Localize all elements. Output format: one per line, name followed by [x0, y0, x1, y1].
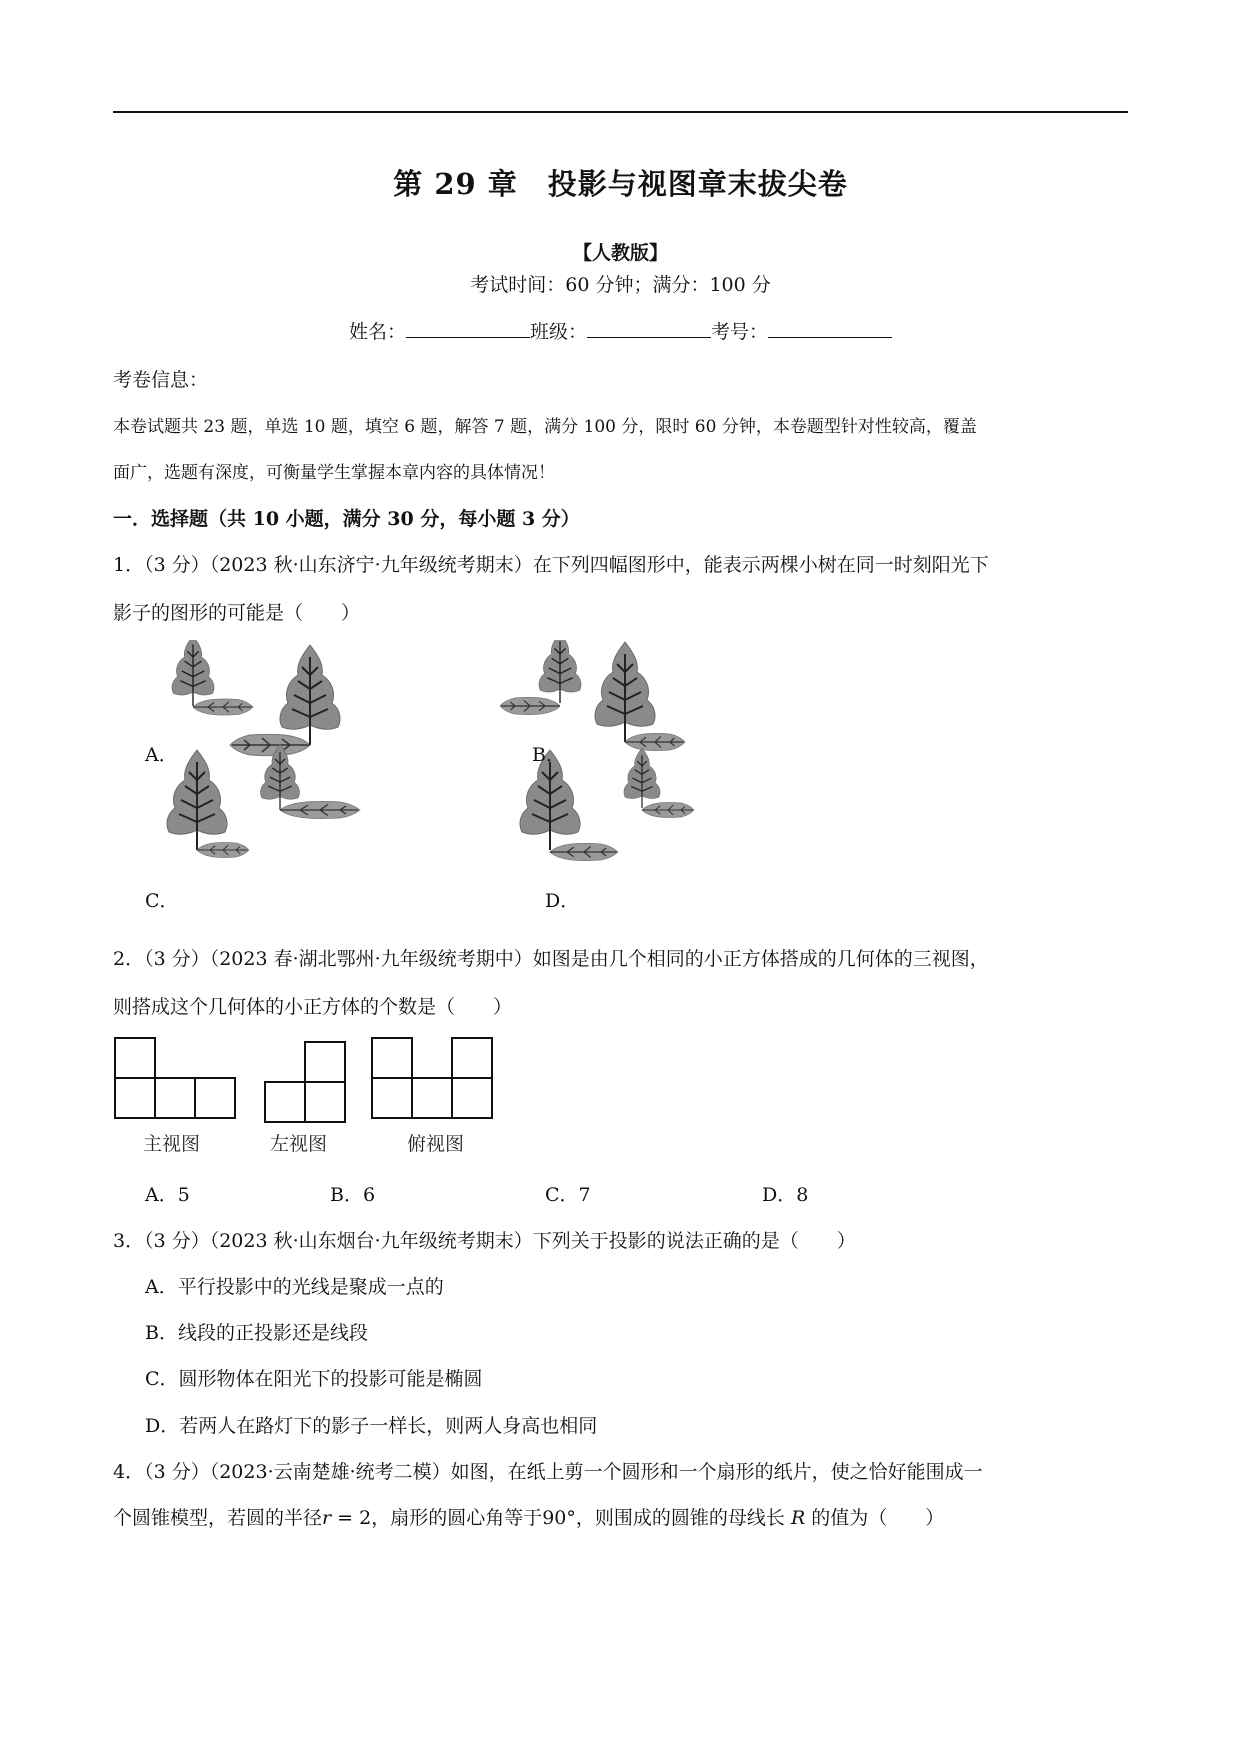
info-heading: 考卷信息：	[113, 369, 209, 391]
name-label: 姓名：	[348, 321, 406, 343]
q1-figure-trees	[160, 640, 720, 900]
q4-radius-variable: r	[322, 1507, 332, 1529]
q1-option-b[interactable]: B．	[532, 744, 565, 766]
q1-option-c-trees	[167, 745, 360, 858]
q2-top-view	[372, 1038, 492, 1118]
id-label: 考号：	[711, 321, 769, 343]
q1-option-d[interactable]: D．	[545, 890, 580, 912]
page-title: 第 29 章 投影与视图章末拔尖卷	[393, 167, 848, 201]
q4-slant-variable: R	[790, 1507, 806, 1529]
q2-three-views-figure	[110, 1035, 510, 1160]
q2-left-view	[265, 1042, 345, 1122]
header-rule	[113, 111, 1128, 113]
q1-option-b-trees	[500, 640, 685, 751]
section-1-heading: 一．选择题（共 10 小题，满分 30 分，每小题 3 分）	[113, 508, 580, 530]
info-line-2: 面广，选题有深度，可衡量学生掌握本章内容的具体情况！	[113, 463, 555, 483]
student-info-line	[0, 317, 1241, 344]
q2-top-view-label: 俯视图	[407, 1133, 465, 1155]
edition-label: 【人教版】	[572, 242, 668, 264]
q1-option-a[interactable]: A．	[145, 744, 178, 766]
class-label: 班级：	[529, 321, 587, 343]
q1-stem-line-1: 1．（3 分）（2023 秋·山东济宁·九年级统考期末）在下列四幅图形中，能表示两棵小树在同一时刻阳光下	[113, 554, 989, 576]
q3-option-b[interactable]: B．线段的正投影还是线段	[145, 1322, 368, 1344]
q2-option-b[interactable]: B．6	[330, 1184, 376, 1206]
q2-option-c[interactable]: C．7	[545, 1184, 591, 1206]
q4-text-c: ，则围成的圆锥的母线长	[575, 1507, 791, 1529]
q4-stem-line-2	[113, 1503, 944, 1530]
q3-option-d[interactable]: D．若两人在路灯下的影子一样长，则两人身高也相同	[145, 1415, 598, 1437]
q3-option-c[interactable]: C．圆形物体在阳光下的投影可能是椭圆	[145, 1368, 483, 1390]
q4-text-b: ，扇形的圆心角等于	[371, 1507, 543, 1529]
q2-option-d[interactable]: D．8	[762, 1184, 809, 1206]
q2-stem-line-1: 2．（3 分）（2023 春·湖北鄂州·九年级统考期中）如图是由几个相同的小正方体搭成的几何体的三视图，	[113, 948, 989, 970]
q4-radius-value: = 2	[331, 1507, 372, 1529]
id-blank[interactable]	[768, 319, 892, 338]
q3-stem: 3．（3 分）（2023 秋·山东烟台·九年级统考期末）下列关于投影的说法正确的是（ ）	[113, 1230, 856, 1252]
class-blank[interactable]	[587, 319, 711, 338]
q2-front-view-label: 主视图	[143, 1133, 201, 1155]
exam-time: 考试时间：60 分钟；满分：100 分	[470, 274, 771, 296]
info-line-1: 本卷试题共 23 题，单选 10 题，填空 6 题，解答 7 题，满分 100 分，限时 60 分钟，本卷题型针对性较高，覆盖	[113, 417, 977, 437]
q2-stem-line-2: 则搭成这个几何体的小正方体的个数是（ ）	[113, 996, 513, 1018]
q4-text-d: 的值为（ ）	[805, 1507, 945, 1529]
q4-stem-line-1: 4．（3 分）（2023·云南楚雄·统考二模）如图，在纸上剪一个圆形和一个扇形的纸片，使之恰好能围成一	[113, 1461, 983, 1483]
q4-text-a: 个圆锥模型，若圆的半径	[113, 1507, 323, 1529]
q2-option-a[interactable]: A．5	[145, 1184, 190, 1206]
q4-angle-value: 90°	[542, 1507, 576, 1529]
q3-option-a[interactable]: A．平行投影中的光线是聚成一点的	[145, 1276, 444, 1298]
q1-stem-line-2: 影子的图形的可能是（ ）	[113, 602, 361, 624]
name-blank[interactable]	[406, 319, 530, 338]
q2-left-view-label: 左视图	[270, 1133, 328, 1155]
q2-front-view	[115, 1038, 235, 1118]
q1-option-a-trees	[172, 640, 340, 756]
q1-option-c[interactable]: C．	[145, 890, 179, 912]
